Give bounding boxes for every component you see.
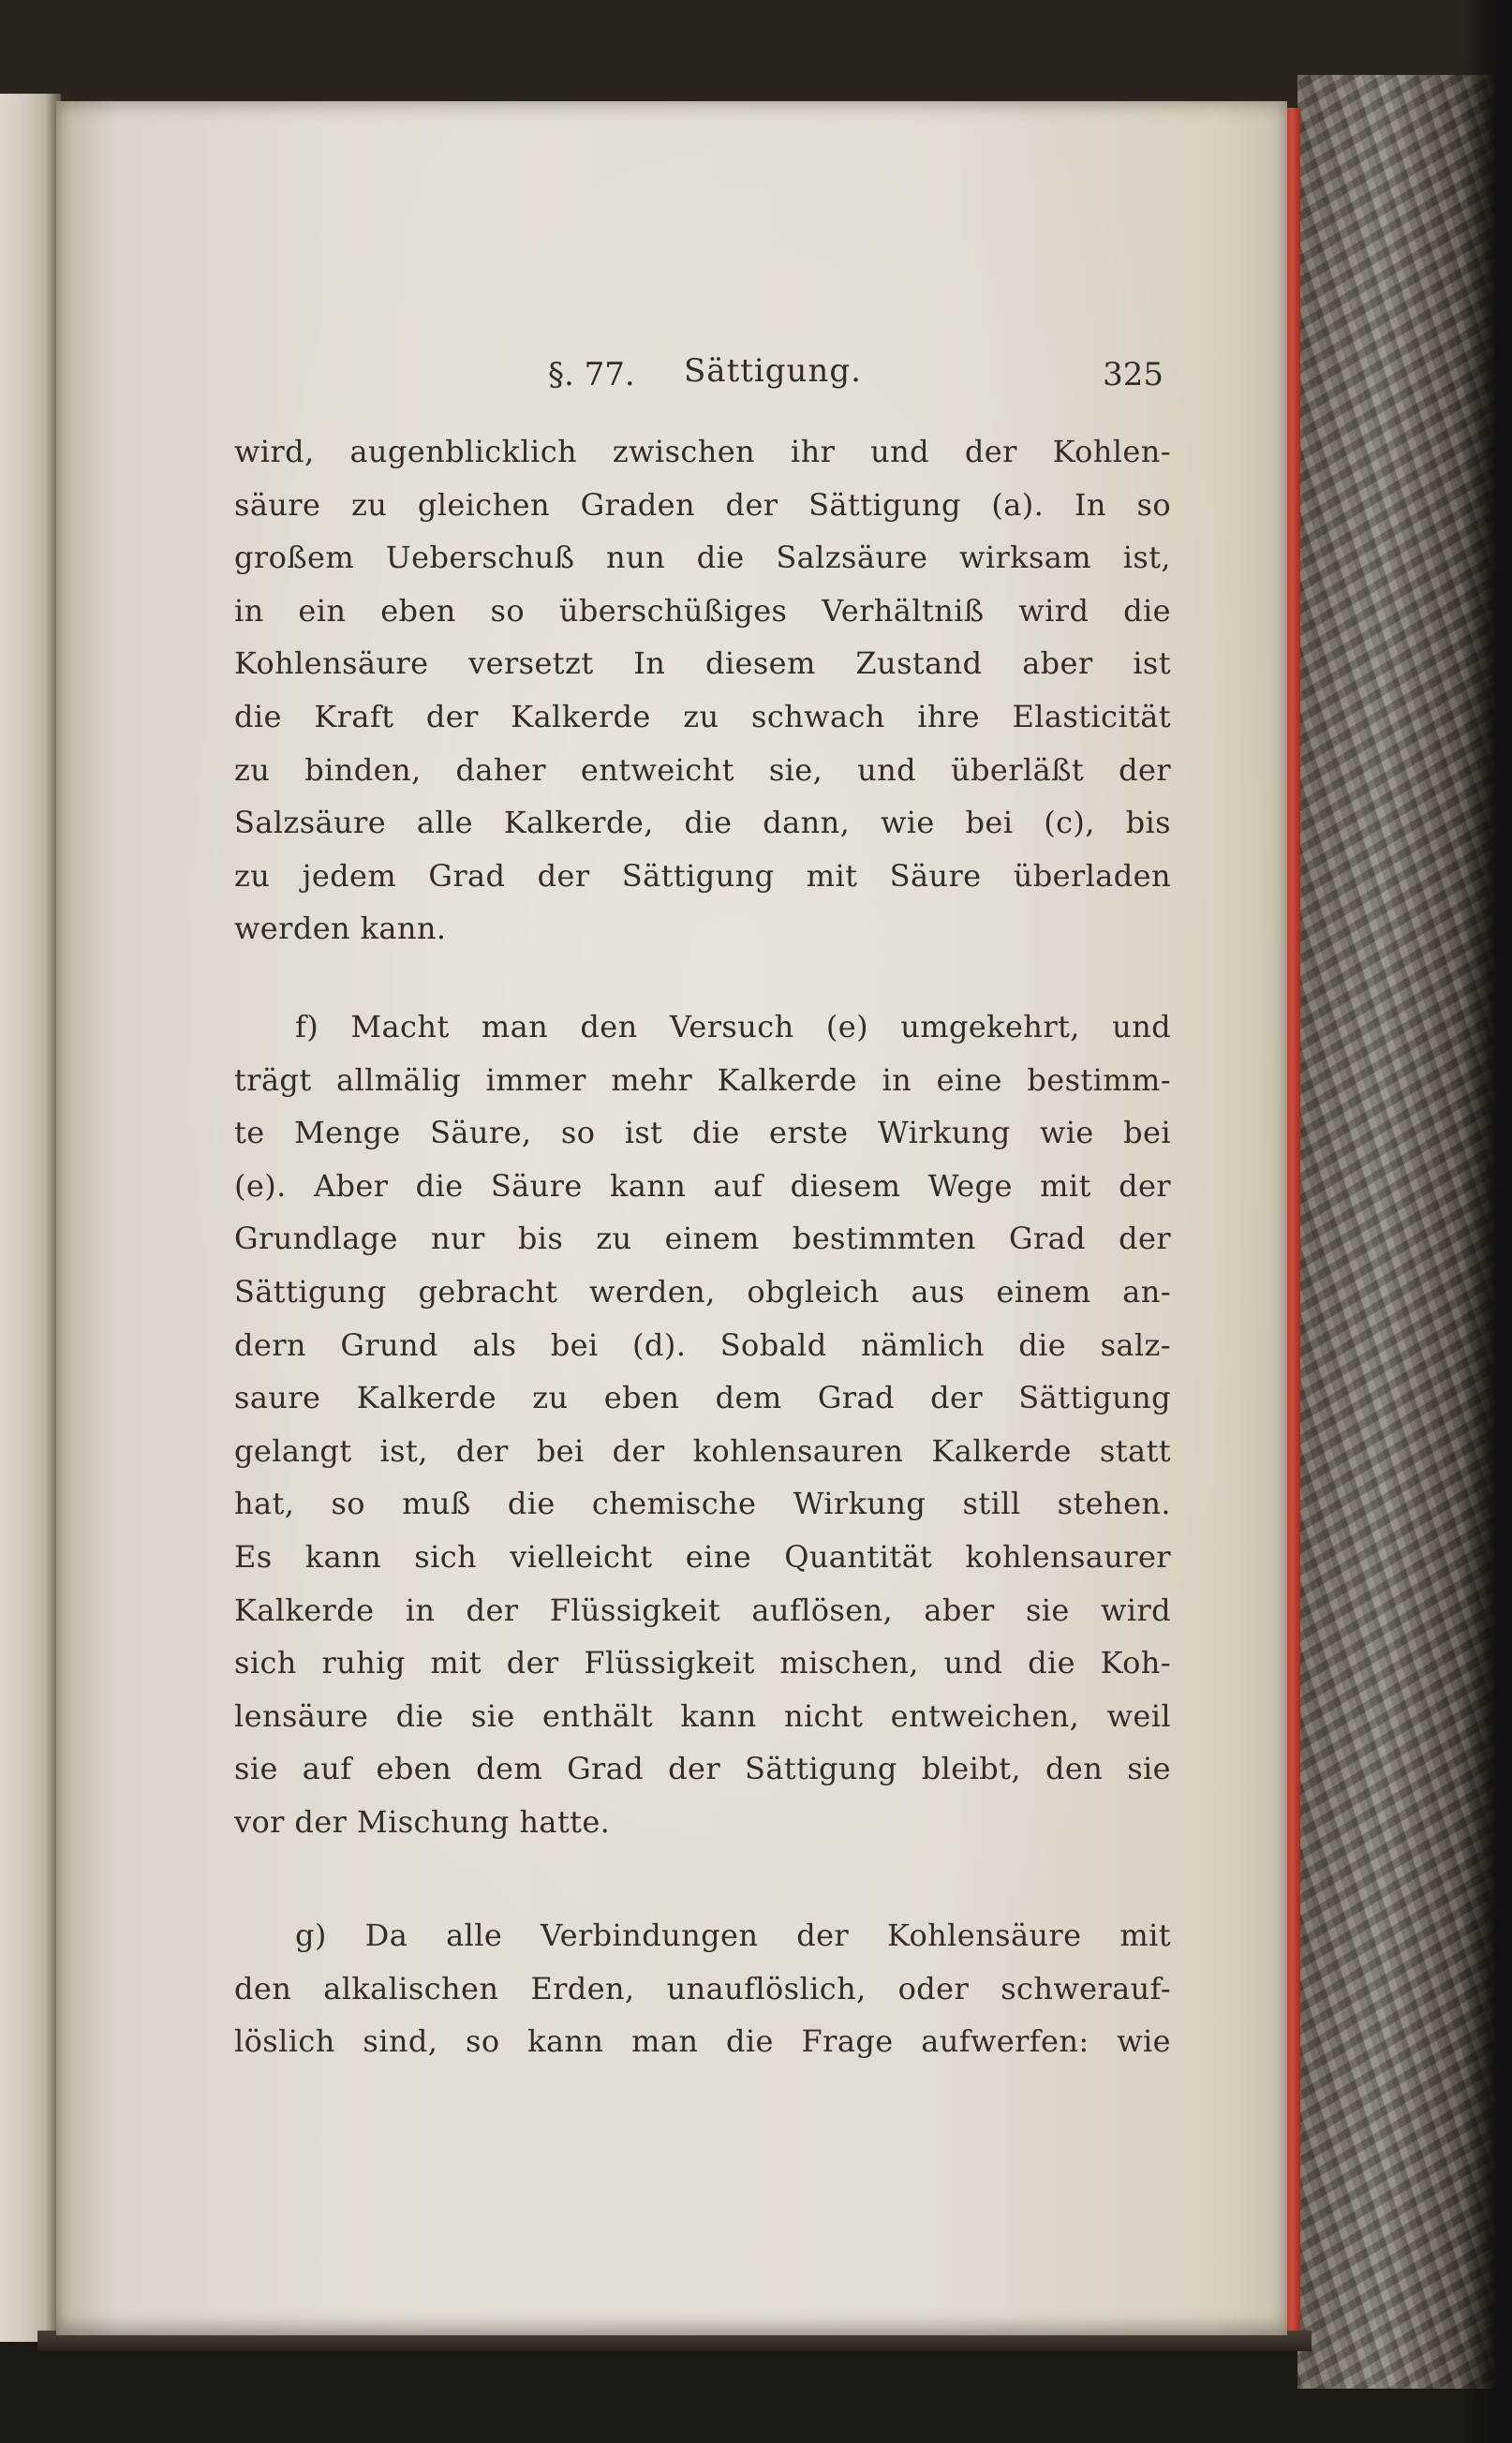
text-line: (e). Aber die Säure kann auf diesem Wege mit der [234, 1167, 1171, 1204]
text-line: trägt allmälig immer mehr Kalkerde in eine bestimm- [234, 1061, 1171, 1098]
section-number: §. 77. [548, 356, 635, 393]
text-line: wird, augenblicklich zwischen ihr und der Kohlen- [234, 434, 1171, 469]
text-line: vor der Mischung hatte. [234, 1803, 611, 1840]
text-line: lensäure die sie enthält kann nicht entweichen, weil [234, 1697, 1171, 1734]
text-line: Es kann sich vielleicht eine Quantität kohlensaurer [234, 1538, 1171, 1575]
text-line: saure Kalkerde zu eben dem Grad der Sättigung [234, 1380, 1171, 1416]
facing-page-edge [0, 94, 61, 2342]
text-line: hat, so muß die chemische Wirkung still stehen. [234, 1486, 1171, 1522]
paragraph-f [234, 1000, 1171, 1849]
text-line: dern Grund als bei (d). Sobald nämlich die salz- [234, 1326, 1171, 1363]
text-line: Grundlage nur bis zu einem bestimmten Grad der [234, 1221, 1171, 1257]
text-line: Kalkerde in der Flüssigkeit auflösen, aber sie wird [234, 1592, 1171, 1628]
text-line: gelangt ist, der bei der kohlensauren Kalkerde statt [234, 1432, 1171, 1469]
text-line: f) Macht man den Versuch (e) umgekehrt, und [295, 1009, 1171, 1044]
text-line: die Kraft der Kalkerde zu schwach ihre Elasticität [234, 698, 1171, 734]
cover-shadow [1461, 0, 1512, 2443]
text-line: zu jedem Grad der Sättigung mit Säure überladen [234, 857, 1171, 894]
page-paper [56, 101, 1287, 2335]
text-line: zu binden, daher entweicht sie, und überläßt der [234, 751, 1171, 788]
text-line: werden kann. [234, 911, 447, 947]
running-title: Sättigung. [684, 352, 862, 390]
text-line: großem Ueberschuß nun die Salzsäure wirksam ist, [234, 540, 1171, 576]
paragraph-g [234, 1909, 1171, 2068]
text-line: te Menge Säure, so ist die erste Wirkung wie bei [234, 1115, 1171, 1151]
text-line: Kohlensäure versetzt In diesem Zustand aber ist [234, 645, 1171, 682]
text-line: löslich sind, so kann man die Frage aufwerfen: wie [234, 2023, 1171, 2060]
running-head [234, 345, 1171, 401]
red-page-edge [1285, 108, 1300, 2337]
text-line: sich ruhig mit der Flüssigkeit mischen, und die Koh- [234, 1645, 1171, 1681]
text-line: sie auf eben dem Grad der Sättigung bleibt, den sie [234, 1751, 1171, 1787]
text-line: in ein eben so überschüßiges Verhältniß wird die [234, 592, 1171, 629]
page-number: 325 [1103, 356, 1164, 393]
text-line: Sättigung gebracht werden, obgleich aus einem an- [234, 1273, 1171, 1310]
text-line: säure zu gleichen Graden der Sättigung (a). In so [234, 486, 1171, 523]
text-line: Salzsäure alle Kalkerde, die dann, wie bei (c), bis [234, 805, 1171, 841]
paragraph-1 [234, 425, 1171, 955]
text-line: den alkalischen Erden, unauflöslich, oder schwerauf- [234, 1970, 1171, 2006]
text-line: g) Da alle Verbindungen der Kohlensäure mit [295, 1917, 1171, 1953]
